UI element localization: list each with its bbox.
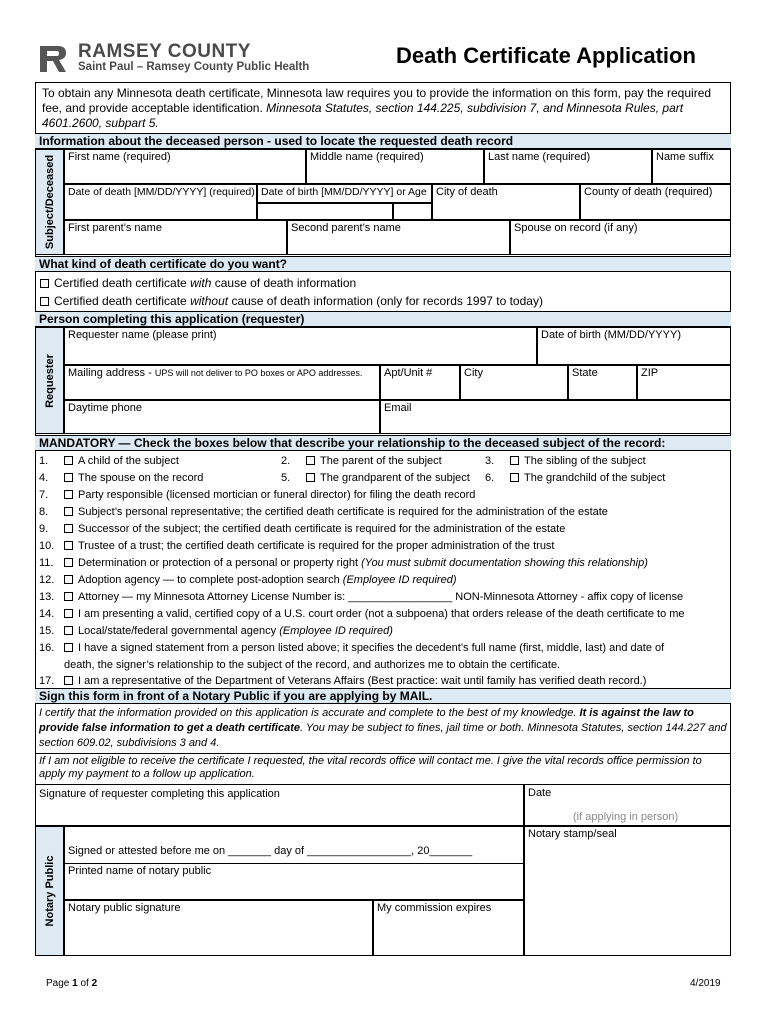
checkbox-16[interactable] xyxy=(64,643,73,652)
age-field[interactable] xyxy=(393,203,432,220)
first-parent-field[interactable]: First parent’s name xyxy=(64,220,287,255)
item-16-continuation: death, the signer’s relationship to the subject of the record, and authorizes me to obtain the certificate. xyxy=(64,659,561,671)
option-without-cause[interactable]: Certified death certificate without cause of death information (only for records 1997 to today) xyxy=(40,293,543,309)
notary-side-label: Notary Public xyxy=(35,826,64,956)
mailing-address-field[interactable]: Mailing address - UPS will not deliver to PO boxes or APO addresses. xyxy=(64,365,380,400)
name-suffix-field[interactable]: Name suffix xyxy=(652,149,731,184)
requester-section-header: Person completing this application (requester) xyxy=(35,311,731,327)
list-item[interactable]: 14. I am presenting a valid, certified copy of a U.S. court order (not a subpoena) that orders release of the death certificate to me xyxy=(39,608,685,620)
checkbox-9[interactable] xyxy=(64,524,73,533)
list-item[interactable]: 10. Trustee of a trust; the certified death certificate is required for the proper administration of the trust xyxy=(39,540,555,552)
spouse-field[interactable]: Spouse on record (if any) xyxy=(510,220,731,255)
list-item[interactable]: 12. Adoption agency — to complete post-adoption search (Employee ID required) xyxy=(39,574,457,586)
list-item[interactable]: 17. I am a representative of the Department of Veterans Affairs (Best practice: wait until family has verified death record.) xyxy=(39,675,647,687)
kind-section-header: What kind of death certificate do you want? xyxy=(35,256,731,272)
deceased-side-label: Subject/Deceased xyxy=(35,149,64,255)
logo-mark-icon xyxy=(38,42,68,74)
checkbox-10[interactable] xyxy=(64,541,73,550)
checkbox-8[interactable] xyxy=(64,507,73,516)
sign-section-header: Sign this form in front of a Notary Public if you are applying by MAIL. xyxy=(35,688,731,704)
commission-expires-field[interactable]: My commission expires xyxy=(373,900,524,956)
notary-signature-field[interactable]: Notary public signature xyxy=(64,900,373,956)
list-item[interactable]: 16. I have a signed statement from a person listed above; it specifies the decedent’s full name (first, middle, last) and date of xyxy=(39,642,665,654)
second-parent-field[interactable]: Second parent’s name xyxy=(287,220,510,255)
logo-line-2: Saint Paul – Ramsey County Public Health xyxy=(78,61,310,73)
page-number: Page 1 of 2 xyxy=(46,978,98,989)
last-name-field[interactable]: Last name (required) xyxy=(484,149,652,184)
requester-dob-field[interactable]: Date of birth (MM/DD/YYYY) xyxy=(537,327,731,365)
daytime-phone-field[interactable]: Daytime phone xyxy=(64,400,380,434)
list-item[interactable]: 9. Successor of the subject; the certified death certificate is required for the administration of the estate xyxy=(39,523,566,535)
list-item[interactable]: 7. Party responsible (licensed mortician or funeral director) for filing the death record xyxy=(39,489,476,501)
checkbox-6[interactable] xyxy=(510,473,519,482)
signature-date-field[interactable]: Date xyxy=(524,784,731,826)
relationship-row-1: 1. A child of the subject 2. The parent of the subject 3. The sibling of the subject xyxy=(39,455,646,467)
intro-paragraph: To obtain any Minnesota death certificate, Minnesota law requires you to provide the information on this form, pay the required fee, and provide acceptable identification. Minnesota Statutes, section 144.225, subdivision 7, and Minnesota Rules, part 4601.2600, subpart 5. xyxy=(42,86,712,130)
ramsey-county-logo xyxy=(38,40,328,76)
first-name-field[interactable]: First name (required) xyxy=(64,149,306,184)
mandatory-section-header: MANDATORY — Check the boxes below that describe your relationship to the deceased subject of the record: xyxy=(35,435,731,451)
relationship-list xyxy=(39,487,685,690)
form-revision-date: 4/2019 xyxy=(690,978,721,989)
date-of-birth-label: Date of birth [MM/DD/YYYY] or Age xyxy=(257,184,432,203)
certification-statement: I certify that the information provided on this application is accurate and complete to the best of my knowledge. It is against the law to provide false information to get a death certificate. You may be subject to fines, jail time or both. Minnesota Statutes, section 144.227 and section 609.02, subdivisions 3 and 4. xyxy=(39,707,727,749)
page-title: Death Certificate Application xyxy=(396,43,696,68)
date-of-birth-field[interactable] xyxy=(257,203,393,220)
notary-stamp-area[interactable]: Notary stamp/seal xyxy=(524,826,731,956)
with-cause-checkbox[interactable] xyxy=(40,279,49,288)
list-item[interactable]: 11. Determination or protection of a personal or property right (You must submit documentation showing this relationship) xyxy=(39,557,648,569)
attestation-line[interactable]: Signed or attested before me on _______ day of _________________, 20_______ xyxy=(68,845,473,857)
apt-unit-field[interactable]: Apt/Unit # xyxy=(380,365,460,400)
list-item[interactable]: 15. Local/state/federal governmental agency (Employee ID required) xyxy=(39,625,393,637)
email-field[interactable]: Email xyxy=(380,400,731,434)
relationship-row-2: 4. The spouse on the record 5. The grandparent of the subject 6. The grandchild of the subject xyxy=(39,472,666,484)
checkbox-3[interactable] xyxy=(510,456,519,465)
checkbox-12[interactable] xyxy=(64,575,73,584)
deceased-section-header: Information about the deceased person - used to locate the requested death record xyxy=(35,133,731,149)
requester-signature-field[interactable]: Signature of requester completing this application xyxy=(35,784,524,826)
requester-side-label: Requester xyxy=(35,327,64,434)
checkbox-2[interactable] xyxy=(306,456,315,465)
city-of-death-field[interactable]: City of death xyxy=(432,184,580,220)
zip-field[interactable]: ZIP xyxy=(637,365,731,400)
list-item[interactable]: 8. Subject’s personal representative; the certified death certificate is required for the administration of the estate xyxy=(39,506,608,518)
checkbox-15[interactable] xyxy=(64,626,73,635)
checkbox-4[interactable] xyxy=(64,473,73,482)
checkbox-13[interactable] xyxy=(64,592,73,601)
middle-name-field[interactable]: Middle name (required) xyxy=(306,149,484,184)
without-cause-checkbox[interactable] xyxy=(40,297,49,306)
notary-printed-name-field[interactable]: Printed name of notary public xyxy=(64,863,524,900)
divider xyxy=(35,753,731,754)
logo-line-1: RAMSEY COUNTY xyxy=(78,41,251,62)
checkbox-11[interactable] xyxy=(64,558,73,567)
checkbox-5[interactable] xyxy=(306,473,315,482)
eligibility-statement: If I am not eligible to receive the certificate I requested, the vital records office will contact me. I give the vital records office permission to apply my payment to a follow up application. xyxy=(39,755,702,780)
county-of-death-field[interactable]: County of death (required) xyxy=(580,184,731,220)
city-field[interactable]: City xyxy=(460,365,568,400)
checkbox-14[interactable] xyxy=(64,609,73,618)
checkbox-7[interactable] xyxy=(64,490,73,499)
state-field[interactable]: State xyxy=(568,365,637,400)
requester-name-field[interactable]: Requester name (please print) xyxy=(64,327,537,365)
list-item[interactable]: 13. Attorney — my Minnesota Attorney License Number is: _________________ NON-Minnesota Attorney - affix copy of license xyxy=(39,591,684,603)
in-person-note: (if applying in person) xyxy=(573,811,679,823)
date-of-death-field[interactable]: Date of death [MM/DD/YYYY] (required) xyxy=(64,184,257,220)
checkbox-1[interactable] xyxy=(64,456,73,465)
option-with-cause[interactable]: Certified death certificate with cause of death information xyxy=(40,275,356,291)
checkbox-17[interactable] xyxy=(64,676,73,685)
